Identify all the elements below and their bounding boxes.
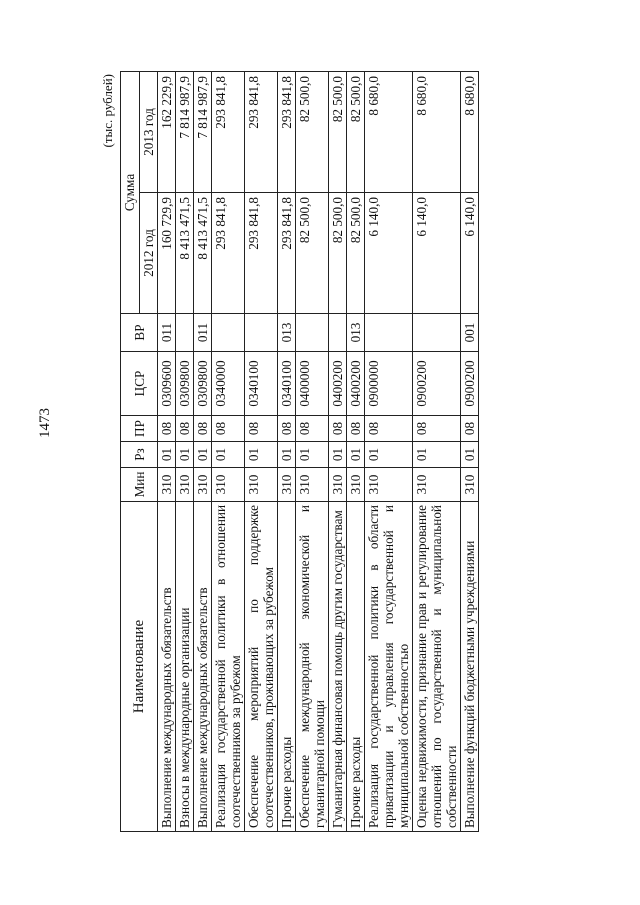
row-sum-2013: 82 500,0: [347, 72, 365, 193]
row-rz: 01: [296, 442, 329, 468]
row-vr: 011: [158, 314, 176, 352]
header-rz: Рз: [121, 442, 158, 468]
row-sum-2012: 82 500,0: [296, 193, 329, 314]
row-sum-2013: 8 680,0: [365, 72, 413, 193]
budget-table-rotated: [98, 72, 550, 832]
table-row: [365, 72, 413, 832]
header-sum: Сумма: [121, 72, 140, 314]
table-row: [245, 72, 278, 832]
header-year-2012: 2012 год: [139, 193, 158, 314]
row-sum-2012: 6 140,0: [461, 193, 479, 314]
row-name: Гуманитарная финансовая помощь другим государствам: [329, 502, 347, 832]
row-sum-2012: 6 140,0: [365, 193, 413, 314]
table-row: [158, 72, 176, 832]
row-pr: 08: [461, 416, 479, 442]
row-vr: [212, 314, 245, 352]
row-min: 310: [329, 468, 347, 502]
table-row: [194, 72, 212, 832]
row-sum-2012: 6 140,0: [413, 193, 461, 314]
table-row: [296, 72, 329, 832]
row-name: Обеспечение мероприятий по поддержке соотечественников, проживающих за рубежом: [245, 502, 278, 832]
row-rz: 01: [158, 442, 176, 468]
row-vr: [296, 314, 329, 352]
row-rz: 01: [176, 442, 194, 468]
table-row: [413, 72, 461, 832]
row-sum-2012: 8 413 471,5: [194, 193, 212, 314]
row-pr: 08: [296, 416, 329, 442]
row-rz: 01: [194, 442, 212, 468]
row-csr: 0900000: [365, 352, 413, 416]
row-csr: 0340000: [212, 352, 245, 416]
row-pr: 08: [158, 416, 176, 442]
table-row: [176, 72, 194, 832]
row-name: Выполнение международных обязательств: [194, 502, 212, 832]
row-name: Прочие расходы: [347, 502, 365, 832]
row-rz: 01: [212, 442, 245, 468]
row-min: 310: [347, 468, 365, 502]
row-pr: 08: [413, 416, 461, 442]
row-min: 310: [365, 468, 413, 502]
header-year-2013: 2013 год: [139, 72, 158, 193]
row-rz: 01: [347, 442, 365, 468]
row-csr: 0400000: [296, 352, 329, 416]
row-rz: 01: [329, 442, 347, 468]
row-name: Выполнение международных обязательств: [158, 502, 176, 832]
row-name: Прочие расходы: [278, 502, 296, 832]
row-min: 310: [413, 468, 461, 502]
row-sum-2012: 160 729,9: [158, 193, 176, 314]
row-vr: [176, 314, 194, 352]
row-vr: [245, 314, 278, 352]
row-vr: [413, 314, 461, 352]
row-name: Реализация государственной политики в отношении соотечественников за рубежом: [212, 502, 245, 832]
row-pr: 08: [212, 416, 245, 442]
row-min: 310: [176, 468, 194, 502]
table-header-row: [121, 72, 140, 832]
row-name: Выполнение функций бюджетными учреждениями: [461, 502, 479, 832]
row-pr: 08: [176, 416, 194, 442]
row-min: 310: [245, 468, 278, 502]
row-csr: 0900200: [461, 352, 479, 416]
row-sum-2012: 293 841,8: [245, 193, 278, 314]
row-sum-2013: 7 814 987,9: [176, 72, 194, 193]
row-sum-2013: 293 841,8: [212, 72, 245, 193]
row-sum-2012: 293 841,8: [278, 193, 296, 314]
row-min: 310: [278, 468, 296, 502]
budget-table: [120, 71, 479, 832]
row-csr: 0309800: [194, 352, 212, 416]
row-rz: 01: [245, 442, 278, 468]
row-vr: 013: [278, 314, 296, 352]
table-row: [347, 72, 365, 832]
header-csr: ЦСР: [121, 352, 158, 416]
row-vr: 013: [347, 314, 365, 352]
table-row: [278, 72, 296, 832]
row-csr: 0900200: [413, 352, 461, 416]
header-min: Мин: [121, 468, 158, 502]
row-csr: 0340100: [245, 352, 278, 416]
row-name: Оценка недвижимости, признание прав и регулирование отношений по государственной и муниципальной собственности: [413, 502, 461, 832]
row-sum-2013: 293 841,8: [245, 72, 278, 193]
row-rz: 01: [413, 442, 461, 468]
row-rz: 01: [461, 442, 479, 468]
row-sum-2013: 8 680,0: [461, 72, 479, 193]
header-pr: ПР: [121, 416, 158, 442]
row-pr: 08: [329, 416, 347, 442]
row-sum-2012: 82 500,0: [347, 193, 365, 314]
row-sum-2012: 8 413 471,5: [176, 193, 194, 314]
row-name: Реализация государственной политики в области приватизации и управления государственной и муниципальной собственностью: [365, 502, 413, 832]
row-sum-2013: 82 500,0: [329, 72, 347, 193]
header-name: Наименование: [121, 502, 158, 832]
row-pr: 08: [278, 416, 296, 442]
row-sum-2012: 82 500,0: [329, 193, 347, 314]
row-min: 310: [296, 468, 329, 502]
table-row: [461, 72, 479, 832]
row-min: 310: [194, 468, 212, 502]
header-vr: ВР: [121, 314, 158, 352]
row-min: 310: [158, 468, 176, 502]
row-pr: 08: [347, 416, 365, 442]
row-pr: 08: [365, 416, 413, 442]
row-csr: 0309800: [176, 352, 194, 416]
row-pr: 08: [194, 416, 212, 442]
row-name: Обеспечение международной экономической и гуманитарной помощи: [296, 502, 329, 832]
row-csr: 0309600: [158, 352, 176, 416]
row-csr: 0400200: [329, 352, 347, 416]
table-row: [212, 72, 245, 832]
row-min: 310: [212, 468, 245, 502]
row-name: Взносы в международные организации: [176, 502, 194, 832]
page-number: 1473: [37, 408, 53, 438]
row-pr: 08: [245, 416, 278, 442]
row-sum-2012: 293 841,8: [212, 193, 245, 314]
row-rz: 01: [278, 442, 296, 468]
row-sum-2013: 8 680,0: [413, 72, 461, 193]
row-vr: 011: [194, 314, 212, 352]
row-sum-2013: 7 814 987,9: [194, 72, 212, 193]
units-label: (тыс. рублей): [100, 74, 115, 148]
row-vr: 001: [461, 314, 479, 352]
row-sum-2013: 162 229,9: [158, 72, 176, 193]
row-csr: 0400200: [347, 352, 365, 416]
row-rz: 01: [365, 442, 413, 468]
row-sum-2013: 82 500,0: [296, 72, 329, 193]
table-row: [329, 72, 347, 832]
row-vr: [365, 314, 413, 352]
row-csr: 0340100: [278, 352, 296, 416]
row-vr: [329, 314, 347, 352]
row-min: 310: [461, 468, 479, 502]
row-sum-2013: 293 841,8: [278, 72, 296, 193]
